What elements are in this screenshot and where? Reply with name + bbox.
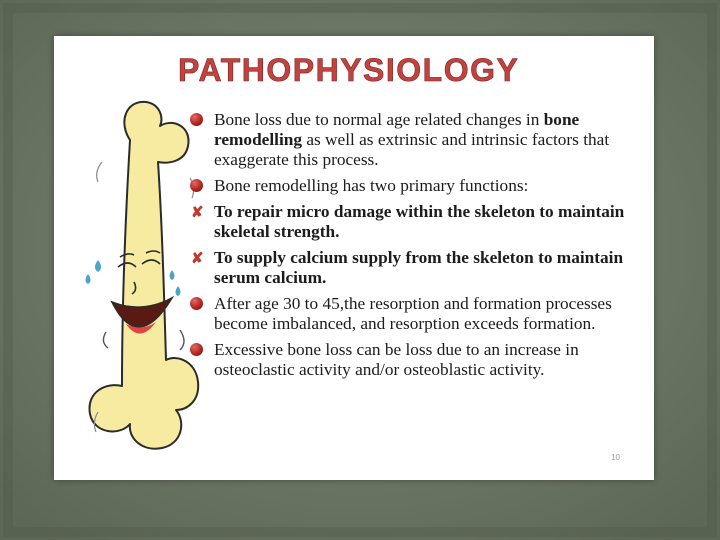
bullet-item-2 — [190, 176, 650, 196]
bullet-4-text: To supply calcium supply from the skeleton to maintain serum calcium. — [214, 248, 624, 287]
bullet-item-6 — [190, 340, 650, 380]
bullet-item-4 — [190, 248, 650, 288]
bullet-3-text: To repair micro damage within the skeleton to maintain skeletal strength. — [214, 202, 625, 241]
slide — [54, 36, 654, 480]
bullet-1-pre: Bone loss due to normal age related changes in — [214, 110, 544, 129]
bullet-cross-icon: ✘ — [191, 251, 204, 267]
bullet-1-bold: bone remodelling — [214, 110, 580, 149]
bullet-1-post: as well as extrinsic and intrinsic factors that exaggerate this process. — [214, 130, 610, 169]
bullet-item-3 — [190, 202, 650, 242]
bullet-dot-icon — [190, 113, 203, 126]
slide-number: 10 — [611, 453, 620, 462]
bullet-dot-icon — [190, 343, 203, 356]
bullet-item-5 — [190, 294, 650, 334]
bullet-5-text: After age 30 to 45,the resorption and formation processes become imbalanced, and resorption exceeds formation. — [214, 294, 612, 333]
bullet-list — [190, 110, 650, 386]
bullet-dot-icon — [190, 179, 203, 192]
bullet-cross-icon: ✘ — [191, 205, 204, 221]
bullet-2-text: Bone remodelling has two primary functions: — [214, 176, 529, 195]
slide-title: PATHOPHYSIOLOGY — [178, 52, 520, 88]
bullet-dot-icon — [190, 297, 203, 310]
bullet-6-text: Excessive bone loss can be loss due to an increase in osteoclastic activity and/or osteoblastic activity. — [214, 340, 579, 379]
bullet-item-1 — [190, 110, 650, 170]
